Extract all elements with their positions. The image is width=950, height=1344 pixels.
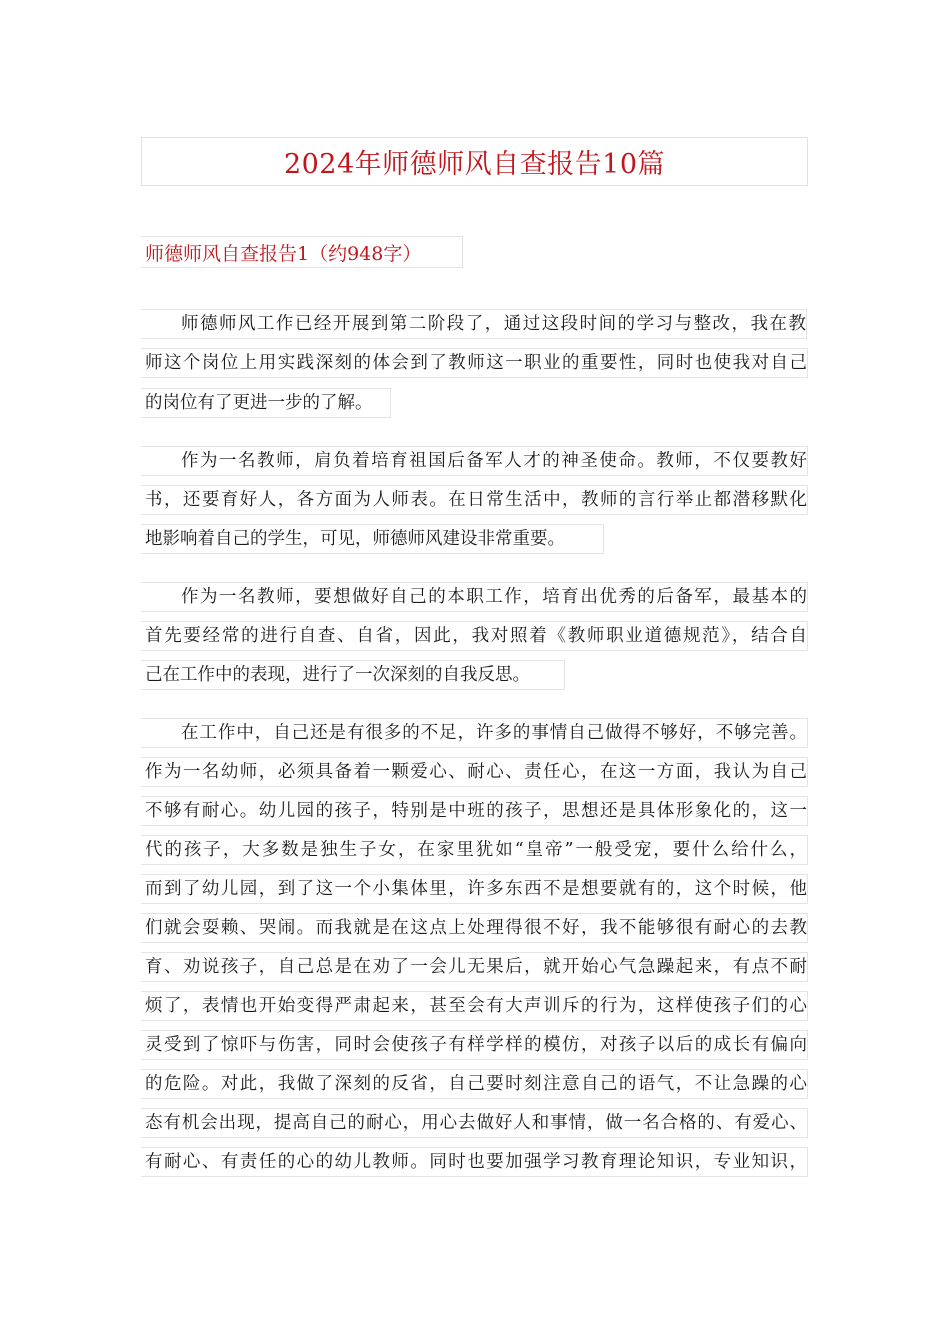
- paragraph-2-line-1: 作为一名教师，肩负着培育祖国后备军人才的神圣使命。教师，不仅要教好: [141, 446, 808, 476]
- paragraph-3-line-3: 己在工作中的表现，进行了一次深刻的自我反思。: [141, 660, 565, 690]
- paragraph-2-line-3: 地影响着自己的学生，可见，师德师风建设非常重要。: [141, 524, 604, 554]
- paragraph-3-line-1: 作为一名教师，要想做好自己的本职工作，培育出优秀的后备军，最基本的: [141, 582, 808, 612]
- paragraph-4-line-8: 烦了，表情也开始变得严肃起来，甚至会有大声训斥的行为，这样使孩子们的心: [141, 991, 808, 1021]
- paragraph-4-line-7: 育、劝说孩子，自己总是在劝了一会儿无果后，就开始心气急躁起来，有点不耐: [141, 952, 808, 982]
- paragraph-1-line-3: 的岗位有了更进一步的了解。: [141, 388, 391, 418]
- paragraph-4-line-1: 在工作中，自己还是有很多的不足，许多的事情自己做得不够好，不够完善。: [141, 718, 808, 748]
- paragraph-4-line-10: 的危险。对此，我做了深刻的反省，自己要时刻注意自己的语气，不让急躁的心: [141, 1069, 808, 1099]
- document-title: 2024年师德师风自查报告10篇: [141, 137, 808, 186]
- paragraph-4-line-11: 态有机会出现，提高自己的耐心，用心去做好人和事情，做一名合格的、有爱心、: [141, 1108, 808, 1138]
- paragraph-2-line-2: 书，还要育好人，各方面为人师表。在日常生活中，教师的言行举止都潜移默化: [141, 485, 808, 515]
- paragraph-4-line-6: 们就会耍赖、哭闹。而我就是在这点上处理得很不好，我不能够很有耐心的去教: [141, 913, 808, 943]
- paragraph-4-line-9: 灵受到了惊吓与伤害，同时会使孩子有样学样的模仿，对孩子以后的成长有偏向: [141, 1030, 808, 1060]
- paragraph-4-line-3: 不够有耐心。幼儿园的孩子，特别是中班的孩子，思想还是具体形象化的，这一: [141, 796, 808, 826]
- paragraph-3-line-2: 首先要经常的进行自查、自省，因此，我对照着《教师职业道德规范》，结合自: [141, 621, 808, 651]
- paragraph-4-line-2: 作为一名幼师，必须具备着一颗爱心、耐心、责任心，在这一方面，我认为自己: [141, 757, 808, 787]
- section-heading: 师德师风自查报告1（约948字）: [141, 236, 463, 268]
- paragraph-1-line-2: 师这个岗位上用实践深刻的体会到了教师这一职业的重要性，同时也使我对自己: [141, 348, 808, 378]
- paragraph-4-line-12: 有耐心、有责任的心的幼儿教师。同时也要加强学习教育理论知识，专业知识，: [141, 1147, 808, 1177]
- paragraph-4-line-5: 而到了幼儿园，到了这一个小集体里，许多东西不是想要就有的，这个时候，他: [141, 874, 808, 904]
- paragraph-1-line-1: 师德师风工作已经开展到第二阶段了，通过这段时间的学习与整改，我在教: [141, 309, 807, 339]
- paragraph-4-line-4: 代的孩子，大多数是独生子女，在家里犹如“皇帝”一般受宠，要什么给什么，: [141, 835, 808, 865]
